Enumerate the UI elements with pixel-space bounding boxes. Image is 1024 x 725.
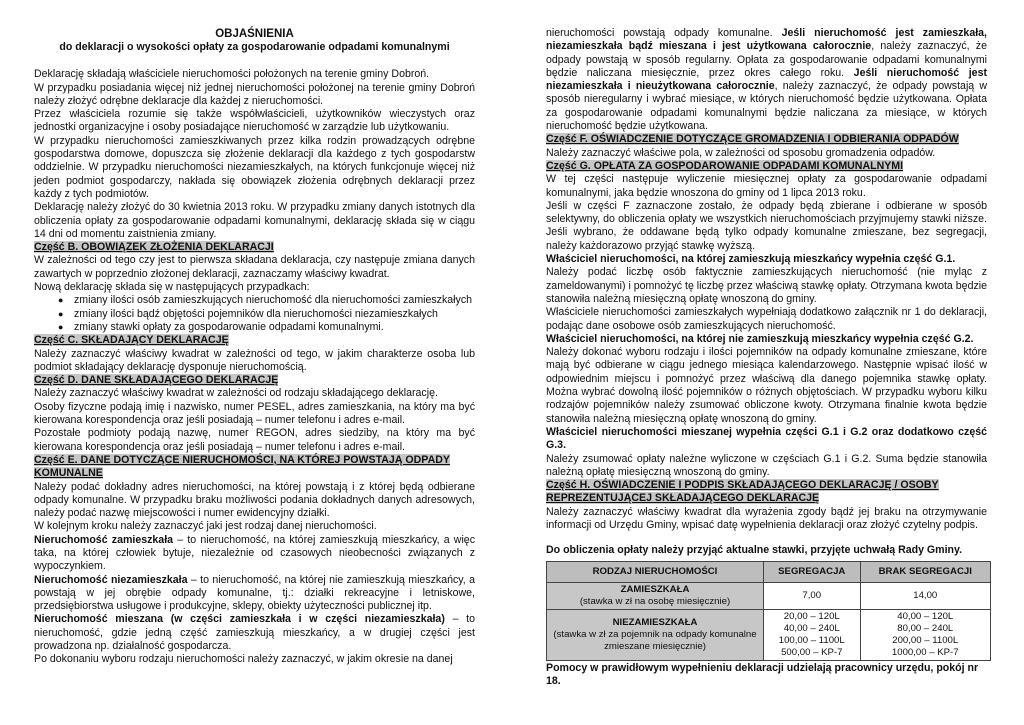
rate-value: 40,00 – 120L [897,610,954,622]
category-desc: (stawka w zł na osobę miesięcznie) [579,595,731,607]
section-d-text: Osoby fizyczne podają imię i nazwisko, numer PESEL, adres zamieszkania, na który ma być kierowana korespondencja oraz jeśli posiadają – numer telefonu i adres e-mail. [34,400,475,427]
bold-span: Do obliczenia opłaty należy przyjąć aktualne stawki, przyjęte uchwałą Rady Gminy. [546,544,963,557]
rate-value: 1000,00 – KP-7 [891,646,959,658]
rates-table [546,561,991,661]
definition-term: Nieruchomość mieszana (w części zamieszkała i w części niezamieszkała) [34,613,445,626]
table-row [547,609,991,660]
section-f-header: Część F. OŚWIADCZENIE DOTYCZĄCE GROMADZENIA I ODBIERANIA ODPADÓW [546,133,959,146]
g2-text: Należy dokonać wyboru rodzaju i ilości pojemników na odpady komunalne zmieszane, które mają być odbierane w ciągu jednego miesiąca kalendarzowego. Następnie wpisać ilość w odpowiednim miejscu i pomnożyć przez właściwą dla danego pojemnika stawkę opłaty. Można wybrać dowolną ilość pojemników o różnych objętościach. W przypadku wyboru kilku rodzajów pojemników należy zsumować obliczone kwoty. Otrzymana finalnie kwota będzie stanowiła należną miesięczną opłatę wnoszoną do gminy. [546,346,987,425]
section-b-header: Część B. OBOWIĄZEK ZŁOŻENIA DEKLARACJI [34,241,274,254]
bold-span: Właściciel nieruchomości, na której nie zamieszkują mieszkańcy wypełnia część G.2. [546,332,974,345]
rate-value: 7,00 [802,589,822,601]
intro-paragraph: W przypadku nieruchomości zamieszkiwanych przez kilka rodzin prowadzących odrębne gospodarstwa domowe, dopuszcza się złożenie deklaracji dla każdego z tych gospodarstw oddzielnie. W przypadku nieruchomości niezamieszkałych, na których funkcjonuje więcej niż jeden podmiot gospodarczy, nakłada się obowiązek złożenia odrębnych deklaracji przez każdy z tych podmiotów. [34,134,475,200]
section-c-text: Należy zaznaczyć właściwy kwadrat w zależności od tego, w jakim charakterze osoba lub podmiot składający deklarację dysponuje nieruchomością. [34,347,475,373]
definition-text: – to nieruchomość, gdzie jedną część zamieszkują mieszkańcy, a w drugiej części jest prowadzona np. działalność gospodarcza. [34,613,476,653]
rates-intro [546,544,987,557]
bold-span: Jeśli nieruchomość jest zamieszkała, niezamieszkała bądź mieszana i jest użytkowana całorocznie [546,27,987,53]
left-column [34,27,475,667]
text-span: nieruchomości powstają odpady komunalne. [546,27,782,39]
section-e-text: W kolejnym kroku należy zaznaczyć jaki jest rodzaj danej nieruchomości. [34,520,377,533]
text-span: , należy zaznaczyć, że odpady powstają w sposób nieregularny i wybrać miesiące, w których nieruchomość będzie użytkowana. Opłata za gospodarowanie odpadami komunalnymi będzie naliczana za miesiące, w których nieruchomość będzie użytkowana. [546,80,988,133]
intro-paragraph: W przypadku posiadania więcej niż jednej nieruchomości położonej na terenie gminy Dobroń należy złożyć odrębne deklaracje dla każdej z nieruchomości. [34,81,475,107]
g1-text: Należy podać liczbę osób faktycznie zamieszkujących nieruchomość (nie myląc z zameldowanymi) i pomnożyć tę liczbę przez właściwą stawkę opłaty. Otrzymana kwota będzie stanowiła należną miesięczną opłatę wnoszoną do gminy. [546,266,987,305]
intro-paragraph: Przez właściciela rozumie się także współwłaścicieli, użytkowników wieczystych oraz jednostki organizacyjne i osoby posiadające nieruchomość w zarządzie lub użytkowaniu. [34,108,475,134]
rate-cell [860,582,991,609]
section-b-text: Nową deklarację składa się w następujących przypadkach: [34,281,310,294]
text-span: , należy zaznaczyć, że odpady powstają w sposób regularny. Opłata za gospodarowanie odpadami komunalnymi będzie naliczana miesięcznie, przez okres całego roku. [546,40,987,79]
category-name: NIEZAMIESZKAŁA [612,616,698,628]
definition-paragraph [34,574,475,614]
table-header-row [547,561,991,582]
section-e-header: Część E. DANE DOTYCZĄCE NIERUCHOMOŚCI, NA KTÓREJ POWSTAJĄ ODPADY KOMUNALNE [34,453,450,480]
section-d-text: Należy zaznaczyć właściwy kwadrat w zależności od rodzaju składającego deklarację. [34,387,438,400]
g3-text: Należy zsumować opłaty należne wyliczone w częściach G.1 i G.2. Suma będzie stanowiła należną opłatę miesięczną wnoszoną do gminy. [546,452,987,478]
rate-value: 14,00 [913,589,938,601]
document-subtitle: do deklaracji o wysokości opłaty za gospodarowanie odpadami komunalnymi [59,41,450,53]
definition-text: – to nieruchomość, na której zamieszkują mieszkańcy, a więc taka, na której człowiek bytuje, niezależnie od czasowych nieobecności związanych z wypoczynkiem. [34,533,475,573]
section-f-text: Należy zaznaczyć właściwe pola, w zależności od sposobu gromadzenia odpadów. [546,146,936,159]
section-g-text: W tej części następuje wyliczenie miesięcznej opłaty za gospodarowanie odpadami komunalnymi, jaka będzie wnoszona do gminy od 1 lipca 2013 roku. [546,173,987,199]
section-b-list [34,294,475,334]
definition-text: – to nieruchomość, na której nie zamieszkują mieszkańcy, a powstają w jej obrębie odpady komunalne, tj.: działki rekreacyjne i letniskowe, przedsiębiorstwa usługowe i produkcyjne, sklepy, obiekty użyteczności publicznej itp. [34,573,476,613]
section-d-header: Część D. DANE SKŁADAJĄCEGO DEKLARACJĘ [34,374,279,387]
rate-value: 20,00 – 120L [783,610,840,622]
section-g-header: Część G. OPŁATA ZA GOSPODAROWANIE ODPADAMI KOMUNALNYMI [546,159,904,172]
bold-span: Jeśli nieruchomość jest niezamieszkała i nieużytkowana całorocznie [546,66,987,93]
list-item: ● zmiany stawki opłaty za gospodarowanie odpadami komunalnymi. [74,321,475,334]
help-footer: Pomocy w prawidłowym wypełnieniu deklaracji udzielają pracownicy urzędu, pokój nr 18. [546,661,979,687]
bold-span: Właściciel nieruchomości mieszanej wypełnia części G.1 i G.2 oraz dodatkowo część G.3. [546,425,987,452]
category-cell [547,582,764,609]
rate-cell [860,609,991,660]
rate-value: 100,00 – 1100L [778,634,845,646]
definition-term: Nieruchomość niezamieszkała [34,573,188,586]
category-desc: (stawka w zł za pojemnik na odpady komunalne zmieszane miesięcznie) [553,628,757,652]
document-title: OBJAŚNIENIA [215,28,294,40]
section-e-text: Należy podać dokładny adres nieruchomości, na której powstają i z której będą odbierane odpady komunalne. W przypadku braku możliwości podania dokładnych danych adresowych, należy podać nazwę miejscowości i numer ewidencyjny działki. [34,480,475,520]
bold-span: Właściciel nieruchomości, na której zamieszkują mieszkańcy wypełnia część G.1. [546,253,956,266]
table-row [547,582,991,609]
g1-text: Właściciele nieruchomości zamieszkałych wypełniają dodatkowo załącznik nr 1 do deklaracji, podając dane osobowe osób zamieszkujących nieruchomość. [546,306,987,332]
section-g-text: Jeśli w części F zaznaczone zostało, że odpady będą zbierane i odbierane w sposób selektywny, do obliczenia opłaty we wszystkich nieruchomościach przyjmujemy stawki niższe. Jeśli wybrano, że oddawane będą tylko odpady komunalne zmieszane, bez segregacji, należy każdorazowo przyjąć stawkę wyższą. [546,199,987,252]
g3-header [546,426,987,453]
definition-term: Nieruchomość zamieszkała [34,533,174,546]
rate-value: 80,00 – 240L [897,622,954,634]
rate-value: 500,00 – KP-7 [781,646,843,658]
intro-paragraph: Deklarację składają właściciele nieruchomości położonych na terenie gminy Dobroń. [34,68,430,81]
column-header: RODZAJ NIERUCHOMOŚCI [547,561,764,582]
section-e-continuation [546,27,987,133]
section-h-text: Należy zaznaczyć właściwy kwadrat dla wyrażenia zgody bądź jej braku na otrzymywanie informacji od Urzędu Gminy, wpisać datę wypełnienia deklaracji oraz złożyć czytelny podpis. [546,505,987,531]
section-c-header: Część C. SKŁADAJĄCY DEKLARACJĘ [34,334,229,347]
g1-header [546,253,987,266]
list-item: ● zmiany ilości osób zamieszkujących nieruchomość dla nieruchomości zamieszkałych [74,294,475,307]
category-cell [547,609,764,660]
rate-value: 200,00 – 1100L [892,634,959,646]
rate-cell [764,582,861,609]
section-d-text: Pozostałe podmioty podają nazwę, numer REGON, adres siedziby, na który ma być kierowana korespondencja oraz jeśli posiadają – numer telefonu i adres e-mail. [34,427,475,453]
column-header: BRAK SEGREGACJI [860,561,991,582]
section-e-text: Po dokonaniu wyboru rodzaju nieruchomości należy zaznaczyć, w jakim okresie na danej [34,653,453,666]
section-b-text: W zależności od tego czy jest to pierwsza składana deklaracja, czy następuje zmiana danych zawartych w poprzednio złożonej deklaracji, zaznaczamy właściwy kwadrat. [34,254,475,280]
rate-value: 40,00 – 240L [783,622,840,634]
column-header: SEGREGACJA [764,561,861,582]
list-item: ● zmiany ilości bądź objętości pojemników dla nieruchomości niezamieszkałych [74,308,475,321]
section-h-header: Część H. OŚWIADCZENIE I PODPIS SKŁADAJĄCEGO DEKLARACJĘ / OSOBY REPREZENTUJĄCEJ SKŁADAJĄCEGO DEKLARACJĘ [546,479,939,505]
g2-header [546,333,987,346]
rate-cell [764,609,861,660]
category-name: ZAMIESZKAŁA [620,583,690,595]
intro-paragraph: Deklarację należy złożyć do 30 kwietnia 2013 roku. W przypadku zmiany danych istotnych dla obliczenia opłaty za gospodarowanie odpadami komunalnymi, deklarację składa się w ciągu 14 dni od momentu zaistnienia zmiany. [34,201,475,240]
right-column [546,27,987,688]
definition-paragraph [34,534,475,574]
definition-paragraph [34,613,475,653]
